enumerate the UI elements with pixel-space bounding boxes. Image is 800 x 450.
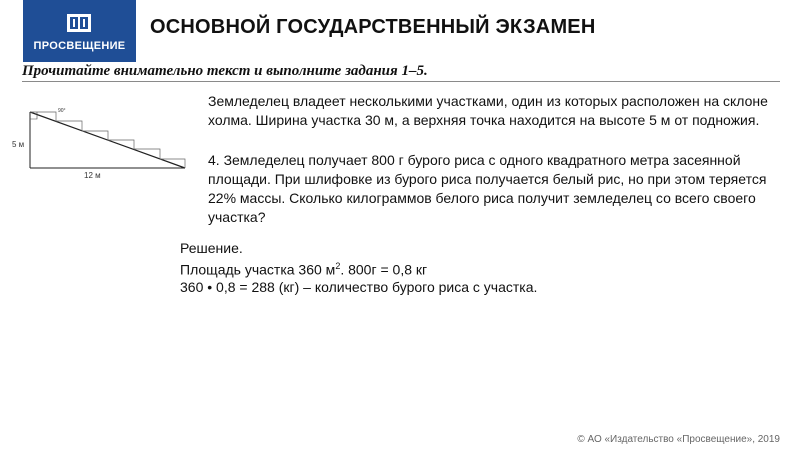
solution-conversion-text: . 800г = 0,8 кг [340, 261, 428, 278]
solution-heading: Решение. [180, 240, 243, 256]
area-exponent: 2 [335, 260, 341, 271]
logo-text: ПРОСВЕЩЕНИЕ [33, 40, 126, 52]
slope-hypotenuse [30, 112, 185, 168]
slope-diagram [0, 100, 200, 185]
angle-label: 90° [58, 108, 66, 114]
book-emblem-icon [66, 13, 92, 33]
solution-area-text: Площадь участка 360 м [180, 261, 336, 278]
page-title: ОСНОВНОЙ ГОСУДАРСТВЕННЫЙ ЭКЗАМЕН [150, 16, 596, 38]
solution-block [180, 240, 537, 296]
publisher-logo [23, 0, 136, 62]
task-question: 4. Земледелец получает 800 г бурого риса с одного квадратного метра засеянной площади. При шлифовке из бурого риса получается белый рис, но при этом теряется 22% массы. Сколько килограммов белого риса получит земледелец со всего своего участка? [208, 152, 767, 225]
width-label: 12 м [84, 171, 101, 180]
solution-line-2: 360 • 0,8 = 288 (кг) – количество бурого риса с участка. [180, 278, 538, 295]
instruction-text: Прочитайте внимательно текст и выполните задания 1–5. [22, 63, 428, 79]
task-intro: Земледелец владеет несколькими участками, один из которых расположен на склоне холма. Ширина участка 30 м, а верхняя точка находится на высоте 5 м от подножия. [208, 93, 768, 128]
height-label: 5 м [12, 140, 25, 149]
divider [22, 81, 780, 82]
solution-line-1 [180, 258, 537, 279]
copyright-footer: © АО «Издательство «Просвещение», 2019 [577, 434, 780, 445]
